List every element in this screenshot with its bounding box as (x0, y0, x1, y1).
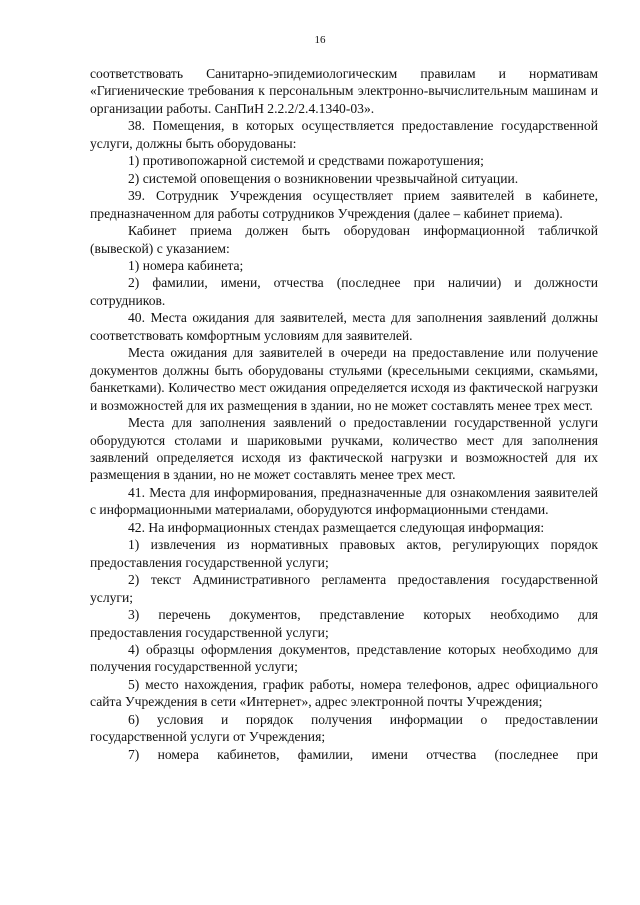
paragraph: 40. Места ожидания для заявителей, места для заполнения заявлений должны соответствовать комфортным условиям для заявителей. (90, 310, 598, 343)
paragraph: 7) номера кабинетов, фамилии, имени отчества (последнее при (128, 746, 598, 762)
paragraph: 2) фамилии, имени, отчества (последнее при наличии) и должности сотрудников. (90, 275, 598, 308)
paragraph: 2) текст Административного регламента предоставления государственной услуги; (90, 572, 598, 605)
paragraph: 42. На информационных стендах размещается следующая информация: (128, 519, 545, 535)
paragraph: 1) извлечения из нормативных правовых актов, регулирующих порядок предоставления государственной услуги; (90, 537, 598, 570)
paragraph: 39. Сотрудник Учреждения осуществляет прием заявителей в кабинете, предназначенном для работы сотрудников Учреждения (далее – кабинет приема). (90, 188, 598, 221)
paragraph: 3) перечень документов, представление которых необходимо для предоставления государственной услуги; (90, 607, 598, 640)
paragraph: 2) системой оповещения о возникновении чрезвычайной ситуации. (128, 170, 519, 186)
paragraph: Кабинет приема должен быть оборудован информационной табличкой (вывеской) с указанием: (90, 223, 598, 256)
paragraph: Места для заполнения заявлений о предоставлении государственной услуги оборудуются столами и шариковыми ручками, количество мест для заполнения заявлений определяется исходя из фактической нагрузки и возможностей для их размещения в здании, но не может составлять менее трех мест. (90, 415, 598, 483)
paragraph: Места ожидания для заявителей в очереди на предоставление или получение документов должны быть оборудованы стульями (кресельными секциями, скамьями, банкетками). Количество мест ожидания определяется исходя из фактической нагрузки и возможностей для их размещения в здании, но не может составлять менее трех мест. (90, 345, 598, 413)
paragraph: 41. Места для информирования, предназначенные для ознакомления заявителей с информационными материалами, оборудуются информационными стендами. (90, 484, 598, 518)
paragraph: соответствовать Санитарно-эпидемиологическим правилам и нормативам «Гигиенические требования к персональным электронно-вычислительным машинам и организации работы. СанПиН 2.2.2/2.4.1340-03». (90, 66, 598, 116)
paragraph: 5) место нахождения, график работы, номера телефонов, адрес официального сайта Учреждения в сети «Интернет», адрес электронной почты Учреждения; (90, 676, 598, 710)
paragraph: 6) условия и порядок получения информации о предоставлении государственной услуги от Учреждения; (90, 711, 598, 745)
paragraph: 1) номера кабинета; (128, 257, 244, 273)
page-number: 16 (314, 34, 326, 46)
paragraph: 38. Помещения, в которых осуществляется предоставление государственной услуги, должны быть оборудованы: (90, 118, 598, 151)
paragraph: 4) образцы оформления документов, представление которых необходимо для получения государственной услуги; (90, 641, 598, 675)
paragraph: 1) противопожарной системой и средствами пожаротушения; (128, 153, 484, 169)
document-body (90, 65, 598, 763)
